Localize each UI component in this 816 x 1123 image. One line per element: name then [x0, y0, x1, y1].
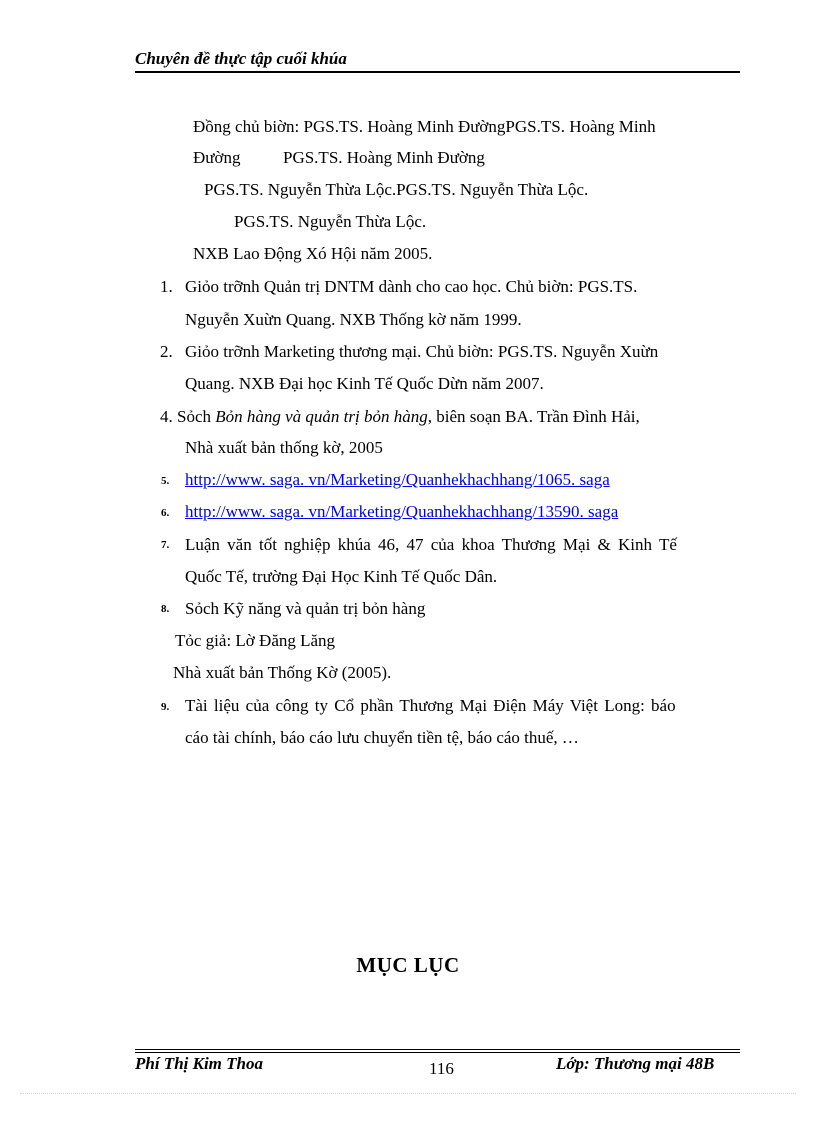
item-2-number: 2.: [160, 342, 173, 361]
header-divider: [135, 71, 740, 73]
item-9-line-1: Tài liệu của công ty Cổ phần Thương Mại Điện Máy Việt Long: báo: [185, 696, 676, 715]
footer-divider-bottom: [135, 1052, 740, 1053]
item-1-line-1: Giỏo trỡnh Quản trị DNTM dành cho cao học. Chủ biờn: PGS.TS.: [185, 277, 638, 296]
footer-author: Phí Thị Kim Thoa: [135, 1054, 263, 1073]
item-8-line-2: Tỏc giả: Lờ Đăng Lăng: [175, 631, 336, 650]
item-4-line-1: [160, 407, 640, 427]
item-5-link[interactable]: http://www. saga. vn/Marketing/Quanhekhachhang/1065. saga: [185, 470, 610, 489]
footer-class: Lớp: Thương mại 48B: [556, 1054, 715, 1073]
item-4-prefix: 4. Sỏch: [160, 407, 216, 426]
item-1-line-2: Nguyễn Xuừn Quang. NXB Thống kờ năm 1999.: [185, 310, 522, 329]
toc-heading: MỤC LỤC: [356, 953, 460, 977]
item-5-number: 5.: [161, 475, 170, 487]
co-author-line-2b: PGS.TS. Hoàng Minh Đường: [283, 148, 485, 167]
item-2-line-1: Giỏo trỡnh Marketing thương mại. Chủ biờn: PGS.TS. Nguyễn Xuừn: [185, 342, 659, 361]
header-title: Chuyên đề thực tập cuối khúa: [135, 49, 347, 68]
item-6-number: 6.: [161, 507, 170, 519]
page-edge-divider: [20, 1093, 796, 1094]
item-7-line-1: Luận văn tốt nghiệp khúa 46, 47 của khoa Thương Mại & Kinh Tế: [185, 535, 677, 554]
item-8-number: 8.: [161, 603, 170, 615]
item-8-line-1: Sỏch Kỹ năng và quản trị bỏn hàng: [185, 599, 426, 618]
item-4-line-2: Nhà xuất bản thống kờ, 2005: [185, 438, 383, 457]
co-author-line-1: Đồng chủ biờn: PGS.TS. Hoàng Minh ĐườngPGS.TS. Hoàng Minh: [193, 117, 656, 136]
item-8-line-3: Nhà xuất bản Thống Kờ (2005).: [173, 663, 392, 682]
item-2-line-2: Quang. NXB Đại học Kinh Tế Quốc Dừn năm 2007.: [185, 374, 544, 393]
page-number: 116: [429, 1059, 454, 1078]
item-9-number: 9.: [161, 701, 170, 713]
co-author-line-3: PGS.TS. Nguyễn Thừa Lộc.PGS.TS. Nguyễn Thừa Lộc.: [204, 180, 589, 199]
footer-divider-top: [135, 1049, 740, 1050]
item-4-book-title: Bỏn hàng và quản trị bỏn hàng: [215, 407, 428, 426]
item-7-line-2: Quốc Tế, trường Đại Học Kinh Tế Quốc Dân.: [185, 567, 498, 586]
item-7-number: 7.: [161, 539, 170, 551]
item-6-link[interactable]: http://www. saga. vn/Marketing/Quanhekhachhang/13590. saga: [185, 502, 619, 521]
item-9-line-2: cáo tài chính, báo cáo lưu chuyển tiền tệ, báo cáo thuế, …: [185, 728, 579, 747]
co-author-line-4: PGS.TS. Nguyễn Thừa Lộc.: [234, 212, 427, 231]
co-author-line-2a: Đường: [193, 148, 241, 167]
item-1-number: 1.: [160, 277, 173, 296]
item-4-suffix: , biên soạn BA. Trần Đình Hải,: [427, 407, 640, 426]
publisher-line: NXB Lao Động Xó Hội năm 2005.: [193, 244, 433, 263]
